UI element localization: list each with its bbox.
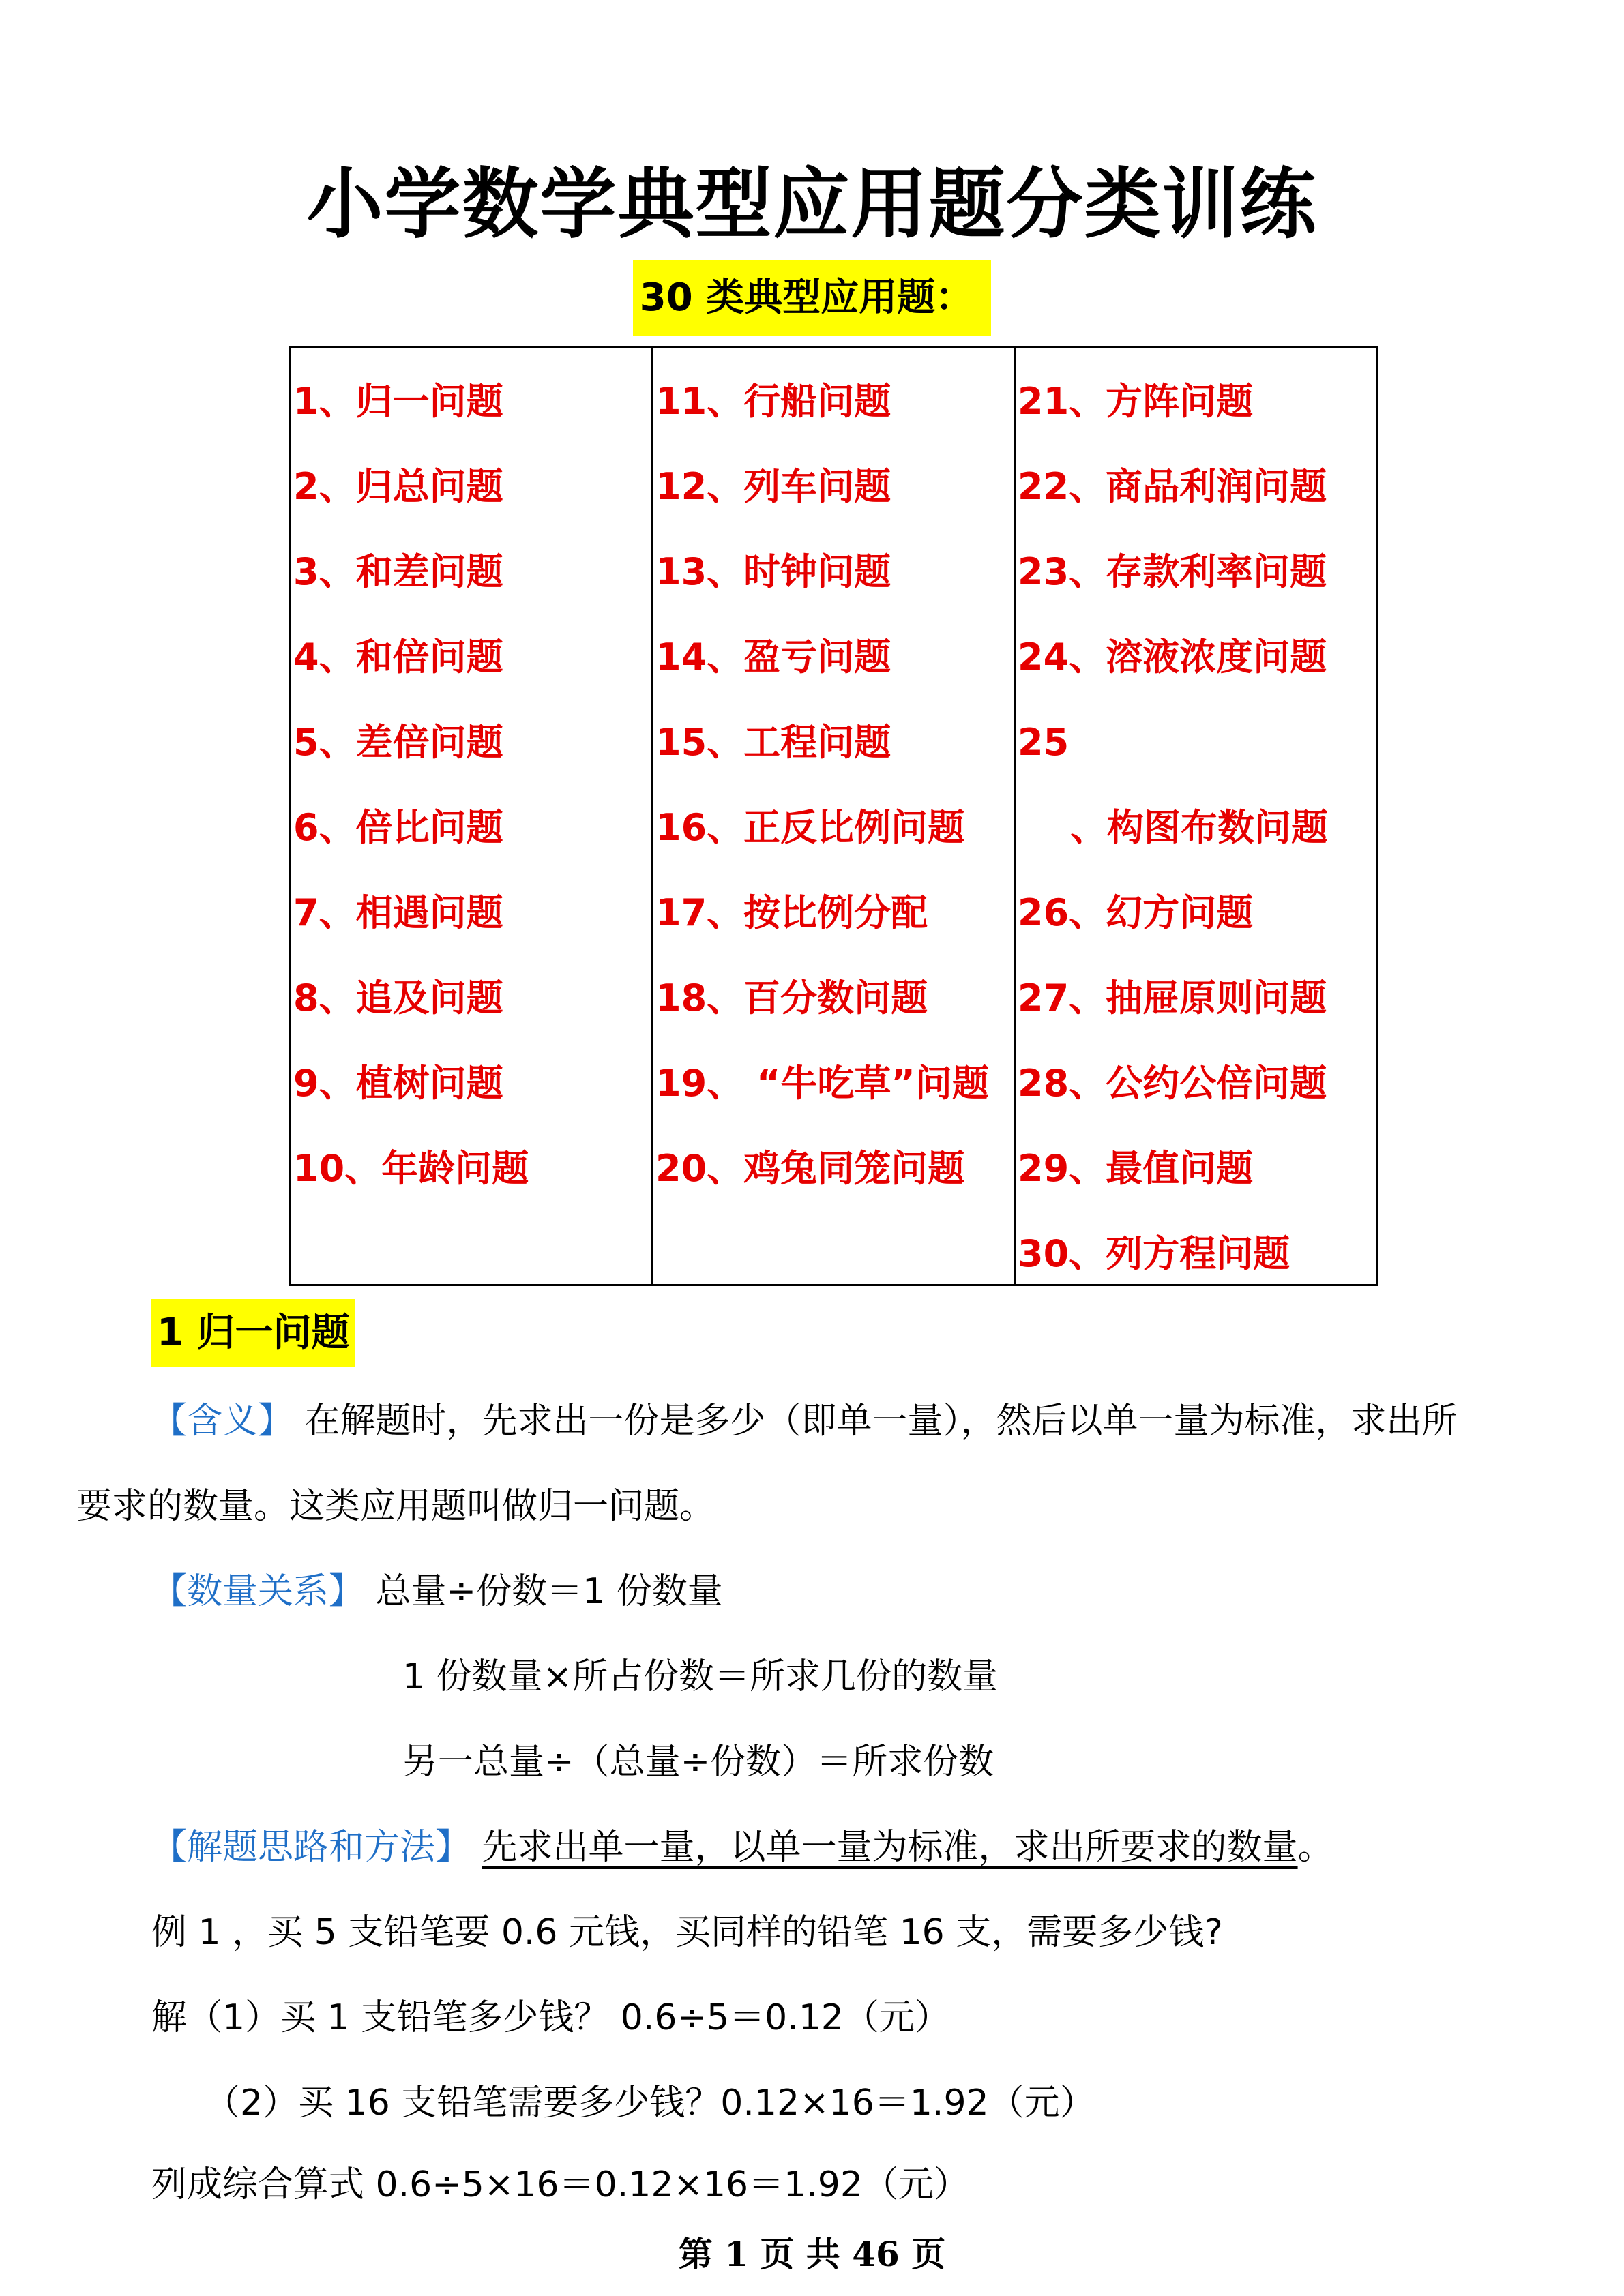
type-item: 3、和差问题 — [293, 550, 503, 593]
type-item: 15、工程问题 — [655, 721, 891, 764]
method-end: 。 — [1297, 1827, 1333, 1868]
relation-text: 总量÷份数＝1 份数量 — [364, 1571, 723, 1612]
type-item: 2、归总问题 — [293, 465, 503, 508]
type-item: 30、列方程问题 — [1018, 1232, 1290, 1275]
relation-label: 【数量关系】 — [151, 1571, 365, 1612]
types-column-2 — [653, 348, 1016, 1284]
type-item: 14、盈亏问题 — [655, 636, 891, 679]
type-item: 、构图布数问题 — [1070, 806, 1328, 849]
subtitle-container — [0, 260, 1624, 336]
method-text: 先求出单一量，以单一量为标准，求出所要求的数量 — [482, 1827, 1298, 1868]
meaning-line-1 — [151, 1394, 1458, 1448]
type-item: 10、年龄问题 — [293, 1147, 529, 1190]
type-item: 6、倍比问题 — [293, 806, 503, 849]
type-item: 23、存款利率问题 — [1018, 550, 1327, 593]
type-item: 7、相遇问题 — [293, 891, 503, 934]
method-line — [151, 1820, 1333, 1875]
types-column-3 — [1016, 348, 1376, 1284]
type-item: 21、方阵问题 — [1018, 380, 1254, 423]
types-column-1 — [291, 348, 653, 1284]
page-title: 小学数学典型应用题分类训练 — [306, 160, 1318, 249]
type-item: 20、鸡兔同笼问题 — [655, 1147, 965, 1190]
relation-line-2: 1 份数量×所占份数＝所求几份的数量 — [402, 1656, 999, 1697]
page-footer: 第 1 页 共 46 页 — [678, 2234, 946, 2274]
type-item: 11、行船问题 — [655, 380, 891, 423]
type-item: 18、百分数问题 — [655, 976, 928, 1019]
section-heading: 1 归一问题 — [151, 1299, 355, 1367]
type-item: 1、归一问题 — [293, 380, 503, 423]
type-item: 28、公约公倍问题 — [1018, 1062, 1327, 1105]
relation-line-1 — [151, 1564, 723, 1619]
type-item: 9、植树问题 — [293, 1062, 503, 1105]
example-1: 例 1 ，买 5 支铅笔要 0.6 元钱，买同样的铅笔 16 支，需要多少钱? — [151, 1912, 1223, 1953]
type-item: 17、按比例分配 — [655, 891, 928, 934]
type-item: 26、幻方问题 — [1018, 891, 1254, 934]
type-item: 25 — [1018, 721, 1069, 764]
type-item: 24、溶液浓度问题 — [1018, 636, 1327, 679]
type-item: 8、追及问题 — [293, 976, 503, 1019]
solution-line-1: 解（1）买 1 支铅笔多少钱？ 0.6÷5＝0.12（元） — [151, 1997, 950, 2038]
type-item: 16、正反比例问题 — [655, 806, 965, 849]
relation-line-3: 另一总量÷（总量÷份数）＝所求份数 — [402, 1742, 994, 1783]
type-item: 13、时钟问题 — [655, 550, 891, 593]
subtitle-highlight: 30 类典型应用题： — [633, 260, 991, 336]
method-label: 【解题思路和方法】 — [151, 1827, 471, 1868]
type-item: 4、和倍问题 — [293, 636, 503, 679]
type-item: 5、差倍问题 — [293, 721, 503, 764]
meaning-line-2: 要求的数量。这类应用题叫做归一问题。 — [76, 1486, 715, 1527]
type-item: 27、抽屉原则问题 — [1018, 976, 1327, 1019]
meaning-text: 在解题时，先求出一份是多少（即单一量），然后以单一量为标准，求出所 — [293, 1401, 1458, 1442]
type-item: 22、商品利润问题 — [1018, 465, 1327, 508]
type-item: 29、最值问题 — [1018, 1147, 1254, 1190]
problem-types-table — [289, 346, 1378, 1286]
solution-line-3: 列成综合算式 0.6÷5×16＝0.12×16＝1.92（元） — [151, 2164, 969, 2205]
meaning-label: 【含义】 — [151, 1401, 294, 1442]
type-item: 19、 “牛吃草”问题 — [655, 1062, 989, 1105]
type-item: 12、列车问题 — [655, 465, 891, 508]
solution-line-2: （2）买 16 支铅笔需要多少钱？0.12×16＝1.92（元） — [205, 2083, 1095, 2123]
